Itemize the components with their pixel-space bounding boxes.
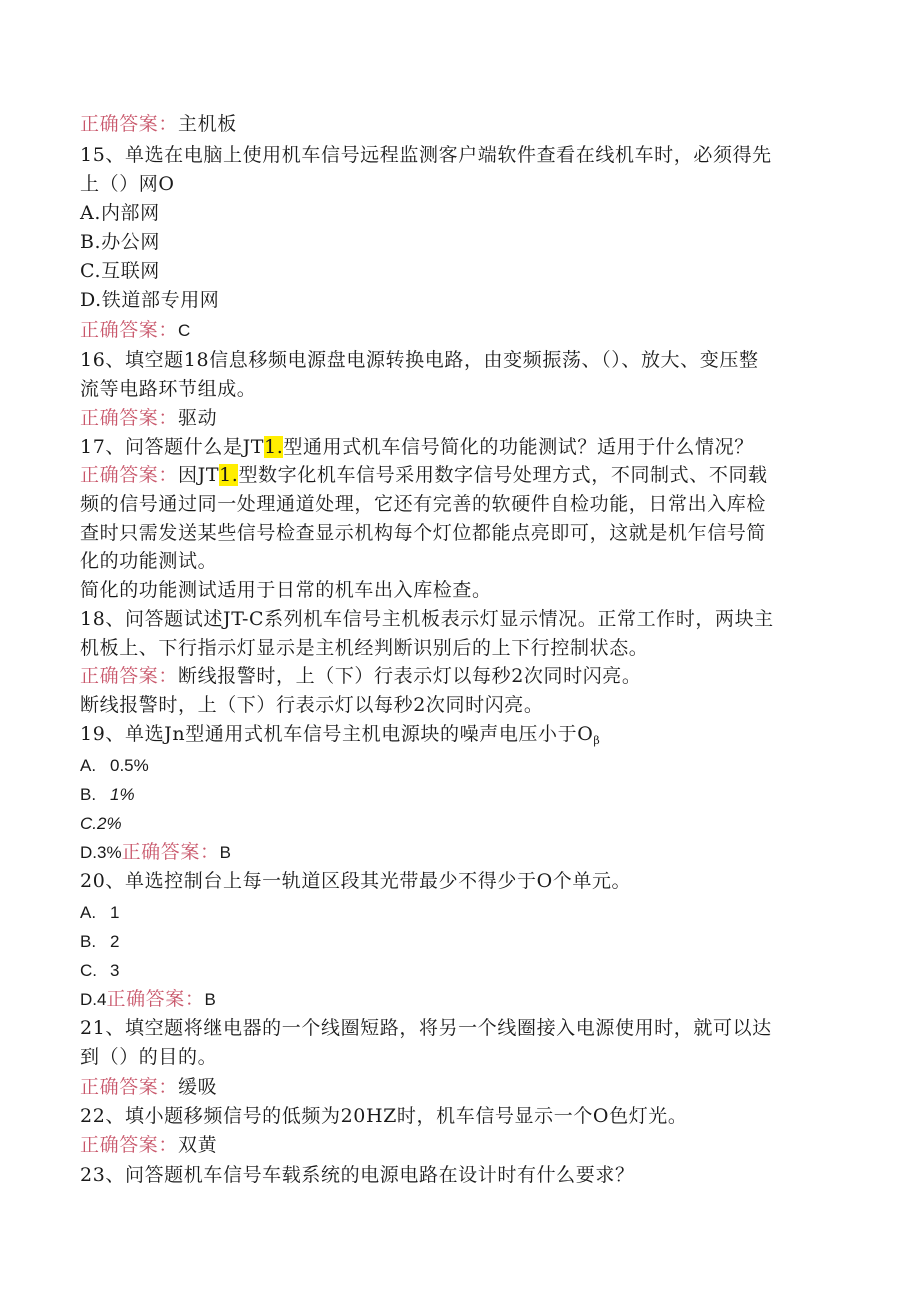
- question-23-line-1: 23、问答题机车信号车载系统的电源电路在设计时有什么要求？: [80, 1164, 635, 1186]
- option-a: A.内部网: [80, 202, 160, 224]
- answer-text: B: [219, 843, 231, 862]
- question-18-line-2: 机板上、下行指示灯显示是主机经判断识别后的上下行控制状态。: [80, 637, 649, 659]
- answer-text-line: 断线报警时，上（下）行表示灯以每秒2次同时闪亮。: [80, 694, 544, 716]
- answer-line: [80, 112, 237, 136]
- option-b: [80, 783, 135, 807]
- answer-text: 主机板: [178, 113, 237, 135]
- answer-label: 正确答案：: [80, 319, 179, 341]
- answer-text-line: 频的信号通过同一处理通道处理，它还有完善的软硬件自检功能，日常出入库检: [80, 493, 767, 515]
- answer-line: [80, 318, 190, 343]
- answer-text: C: [178, 321, 191, 340]
- answer-text: 驱动: [178, 407, 218, 429]
- answer-line: [80, 406, 217, 430]
- answer-label: 正确答案：: [80, 1076, 179, 1098]
- answer-line: [80, 1133, 217, 1157]
- answer-text: B: [204, 990, 216, 1009]
- question-text: 17、问答题什么是JT: [80, 436, 265, 458]
- option-d-answer-line: [80, 840, 231, 865]
- option-a: [80, 901, 119, 925]
- option-letter: B.: [80, 932, 97, 951]
- option-d: D.铁道部专用网: [80, 289, 220, 311]
- option-text: 2: [110, 932, 120, 951]
- question-22-line-1: 22、填小题移频信号的低频为20HZ时，机车信号显示一个O色灯光。: [80, 1105, 688, 1127]
- option-letter: A.: [80, 756, 97, 775]
- answer-line: [80, 1075, 217, 1099]
- option-c: C.2%: [80, 814, 122, 833]
- question-21-line-1: 21、填空题将继电器的一个线圈短路，将另一个线圈接入电源使用时，就可以达: [80, 1017, 772, 1039]
- answer-text: 双黄: [178, 1134, 218, 1156]
- answer-text-line: 查时只需发送某些信号检查显示机构每个灯位都能点亮即可，这就是机乍信号简: [80, 522, 767, 544]
- answer-line: [80, 463, 768, 487]
- option-d: D.3%: [80, 843, 122, 862]
- question-16-line-1: 16、填空题18信息移频电源盘电源转换电路，由变频振荡、（）、放大、变压整: [80, 349, 759, 371]
- option-text: 1: [110, 903, 120, 922]
- question-text: 型通用式机车信号简化的功能测试？适用于什么情况？: [283, 436, 754, 458]
- option-b: [80, 930, 119, 954]
- answer-label: 正确答案：: [106, 988, 205, 1010]
- option-c: [80, 959, 119, 983]
- question-15-line-1: 15、单选在电脑上使用机车信号远程监测客户端软件查看在线机车时，必须得先: [80, 144, 772, 166]
- answer-label: 正确答案：: [80, 665, 179, 687]
- question-19-line-1: [80, 722, 600, 753]
- subscript-mark: β: [593, 734, 601, 747]
- question-text: 19、单选Jn型通用式机车信号主机电源块的噪声电压小于O: [80, 723, 594, 745]
- option-b: B.办公网: [80, 231, 161, 253]
- option-text: 0.5%: [110, 756, 149, 775]
- question-15-line-2: 上（）网O: [80, 173, 175, 195]
- option-text: 3: [110, 961, 120, 980]
- option-d: D.4: [80, 990, 107, 1009]
- answer-text-line: 化的功能测试。: [80, 550, 218, 572]
- highlighted-text: 1.: [264, 436, 284, 458]
- question-18-line-1: 18、问答题试述JT-C系列机车信号主机板表示灯显示情况。正常工作时，两块主: [80, 608, 774, 630]
- question-21-line-2: 到（）的目的。: [80, 1046, 218, 1068]
- option-d-answer-line: [80, 987, 216, 1012]
- option-letter: A.: [80, 903, 97, 922]
- answer-text: 因JT: [178, 464, 220, 486]
- option-letter: C.: [80, 961, 97, 980]
- question-20-line-1: 20、单选控制台上每一轨道区段其光带最少不得少于O个单元。: [80, 870, 632, 892]
- answer-label: 正确答案：: [80, 464, 179, 486]
- option-text: 1%: [110, 785, 135, 804]
- question-17-line-1: [80, 435, 754, 459]
- option-c: C.互联网: [80, 260, 160, 282]
- answer-text: 型数字化机车信号采用数字信号处理方式，不同制式、不同载: [238, 464, 768, 486]
- option-letter: B.: [80, 785, 97, 804]
- question-16-line-2: 流等电路环节组成。: [80, 378, 257, 400]
- answer-line: [80, 664, 642, 688]
- answer-label: 正确答案：: [80, 113, 179, 135]
- answer-label: 正确答案：: [80, 1134, 179, 1156]
- answer-label: 正确答案：: [80, 407, 179, 429]
- answer-label: 正确答案：: [121, 841, 220, 863]
- answer-text: 断线报警时，上（下）行表示灯以每秒2次同时闪亮。: [178, 665, 642, 687]
- answer-text-line: 简化的功能测试适用于日常的机车出入库检查。: [80, 579, 492, 601]
- highlighted-text: 1.: [219, 464, 239, 486]
- answer-text: 缓吸: [178, 1076, 218, 1098]
- option-a: [80, 754, 149, 778]
